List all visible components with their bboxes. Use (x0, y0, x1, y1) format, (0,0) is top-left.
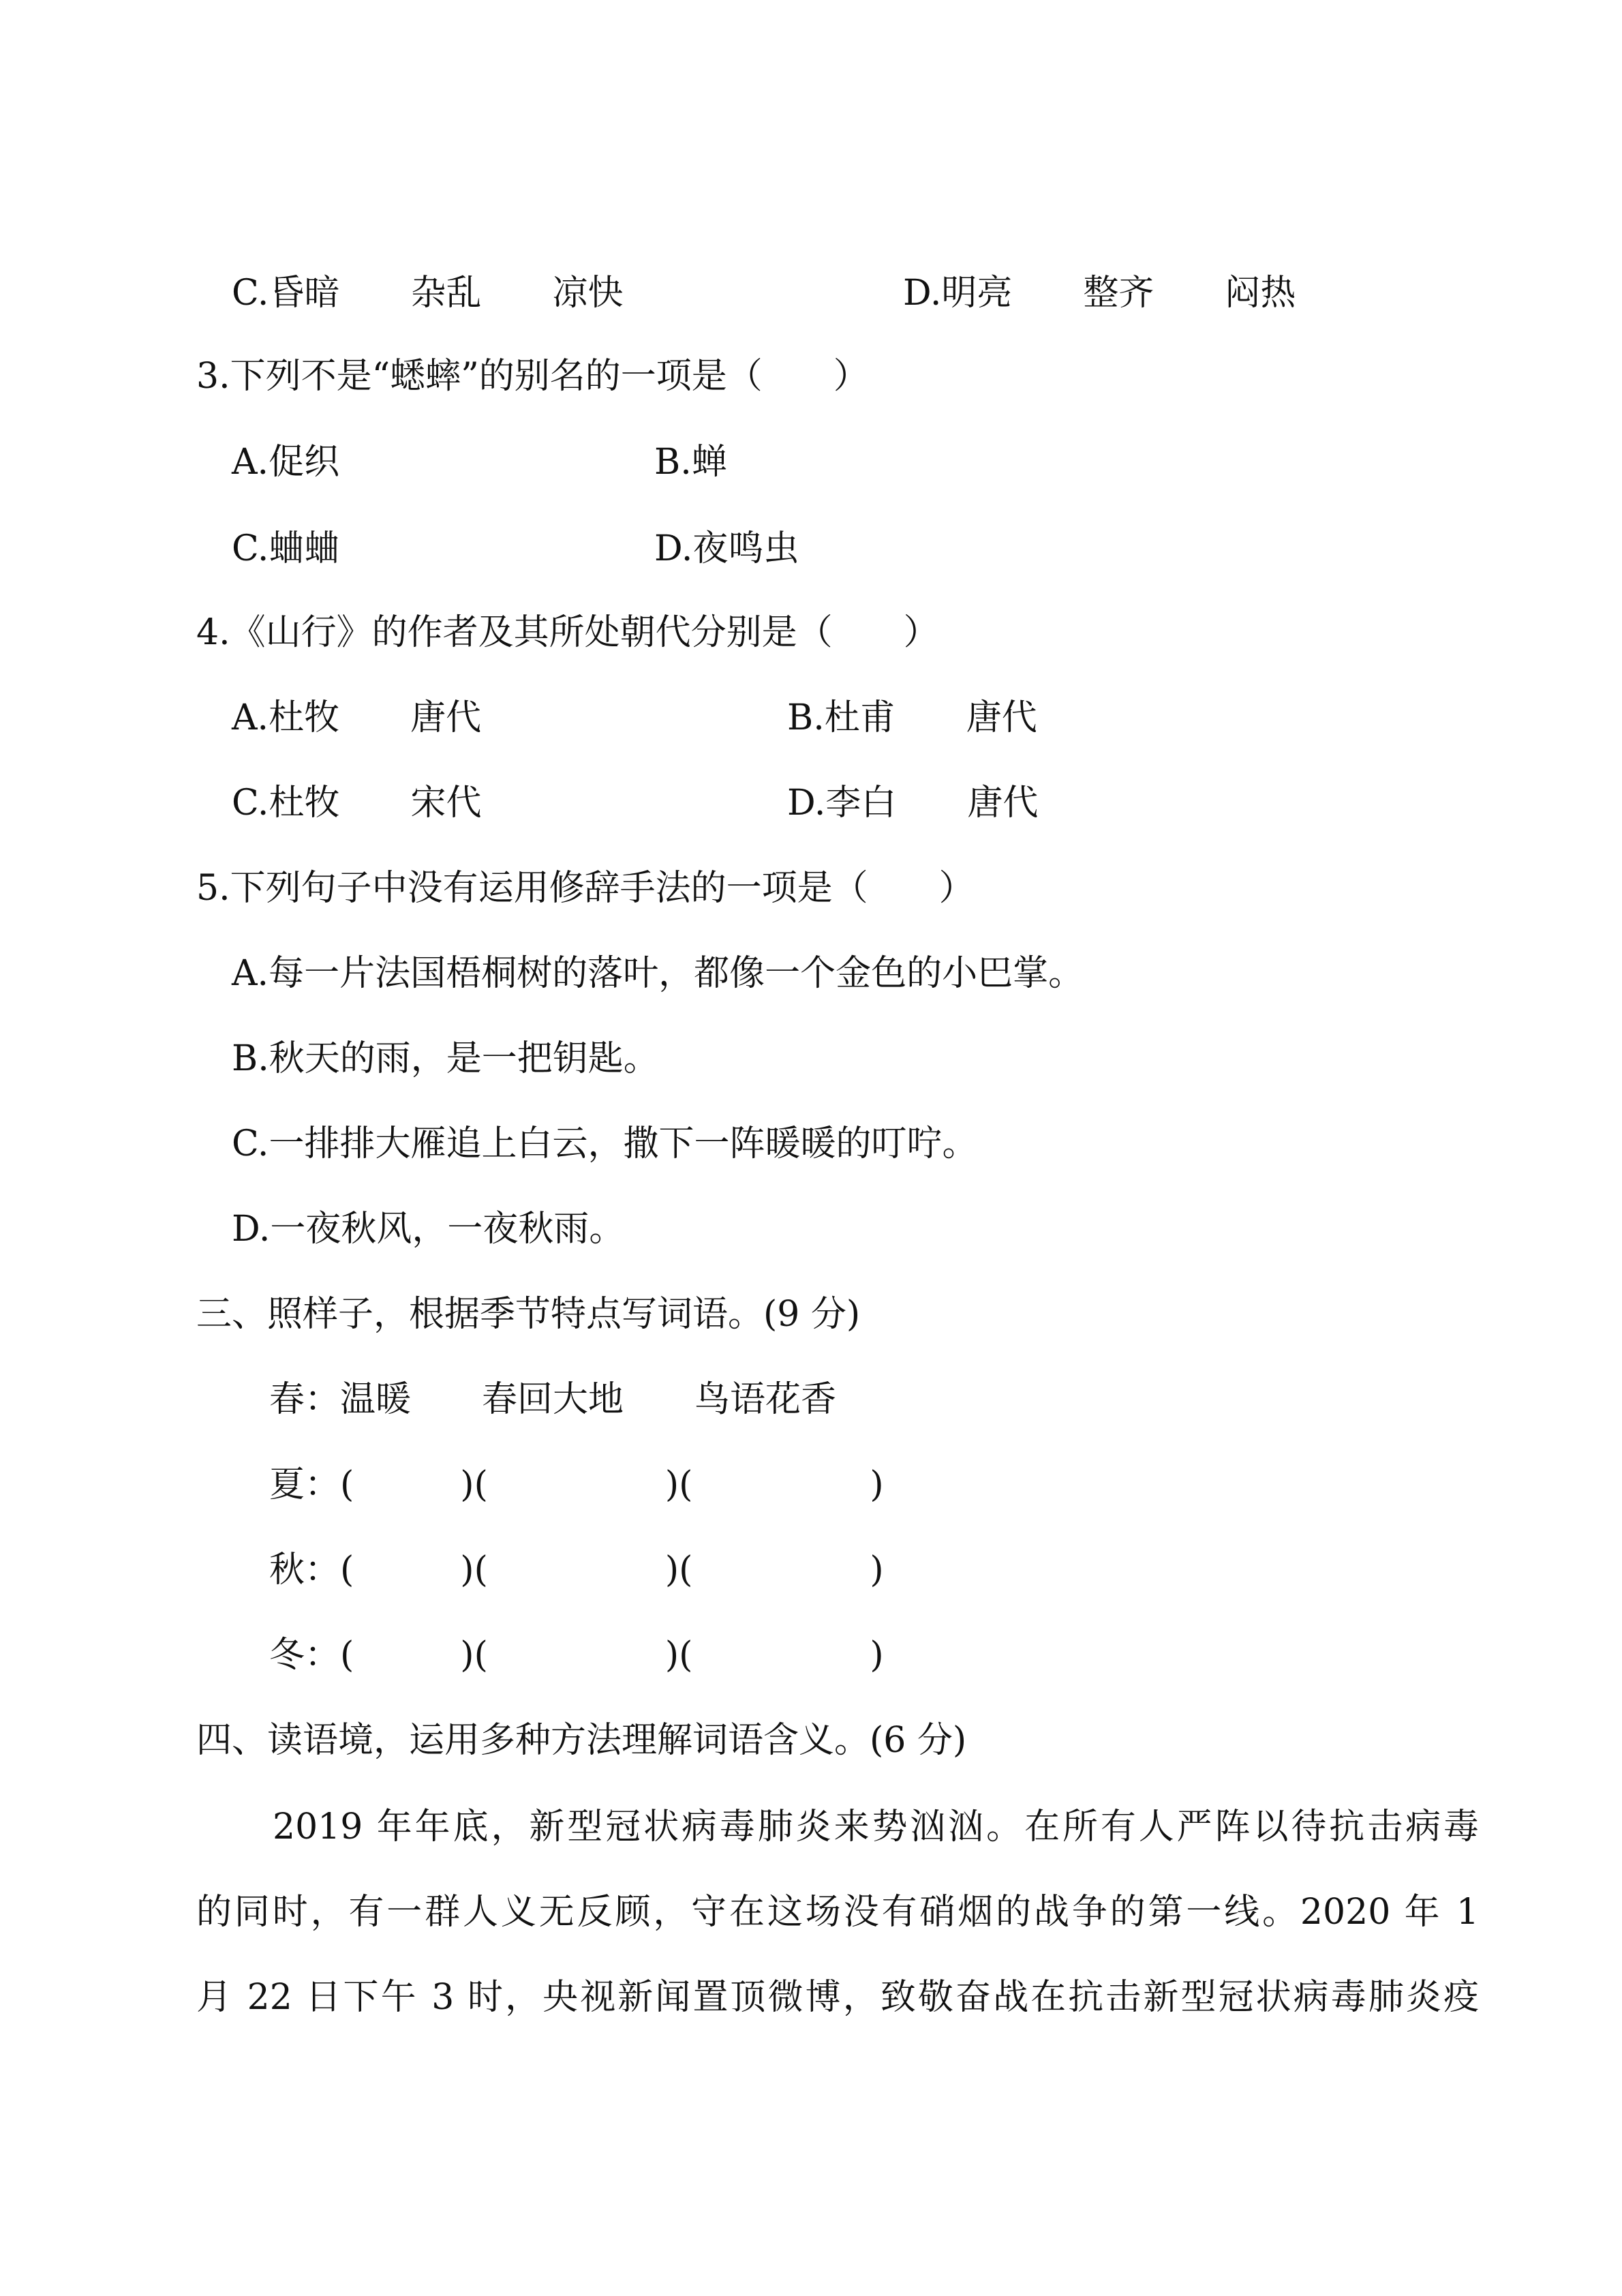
q5-stem: 5.下列句子中没有运用修辞手法的一项是（ ） (196, 868, 975, 909)
section3-winter-blanks: 冬：( )( )( ) (269, 1635, 884, 1676)
q3-stem: 3.下列不是“蟋蟀”的别名的一项是（ ） (196, 356, 869, 397)
section4-passage-line-1: 2019 年年底，新型冠状病毒肺炎来势汹汹。在所有人严阵以待抗击病毒 (273, 1807, 1479, 1847)
q5-option-c: C.一排排大雁追上白云，撒下一阵暖暖的叮咛。 (232, 1123, 978, 1164)
section4-passage-line-2: 的同时，有一群人义无反顾，守在这场没有硝烟的战争的第一线。2020 年 1 (196, 1892, 1479, 1933)
section3-title: 三、照样子，根据季节特点写词语。(9 分) (196, 1294, 861, 1335)
q3-option-b: B.蝉 (654, 442, 727, 483)
q4-stem: 4.《山行》的作者及其所处朝代分别是（ ） (196, 612, 939, 653)
q3-option-a: A.促织 (232, 442, 340, 483)
section4-title: 四、读语境，运用多种方法理解词语含义。(6 分) (196, 1720, 967, 1761)
q3-option-d: D.夜鸣虫 (654, 528, 799, 569)
section4-passage-line-3: 月 22 日下午 3 时，央视新闻置顶微博，致敬奋战在抗击新型冠状病毒肺炎疫 (196, 1977, 1479, 2018)
section3-summer-blanks: 夏：( )( )( ) (269, 1464, 884, 1505)
q4-option-b: B.杜甫 唐代 (787, 697, 1037, 738)
q5-option-d: D.一夜秋风，一夜秋雨。 (232, 1209, 625, 1250)
q4-option-a: A.杜牧 唐代 (232, 697, 482, 738)
q5-option-b: B.秋天的雨，是一把钥匙。 (232, 1038, 659, 1079)
section3-autumn-blanks: 秋：( )( )( ) (269, 1550, 884, 1590)
q5-option-a: A.每一片法国梧桐树的落叶，都像一个金色的小巴掌。 (232, 953, 1084, 994)
q3-option-c: C.蛐蛐 (232, 528, 340, 569)
section3-example: 春：温暖 春回大地 鸟语花香 (269, 1379, 837, 1420)
q4-option-d: D.李白 唐代 (787, 783, 1039, 824)
q2-option-c: C.昏暗 杂乱 凉快 (232, 273, 624, 314)
q2-option-d: D.明亮 整齐 闷热 (903, 273, 1296, 314)
q4-option-c: C.杜牧 宋代 (232, 783, 482, 824)
